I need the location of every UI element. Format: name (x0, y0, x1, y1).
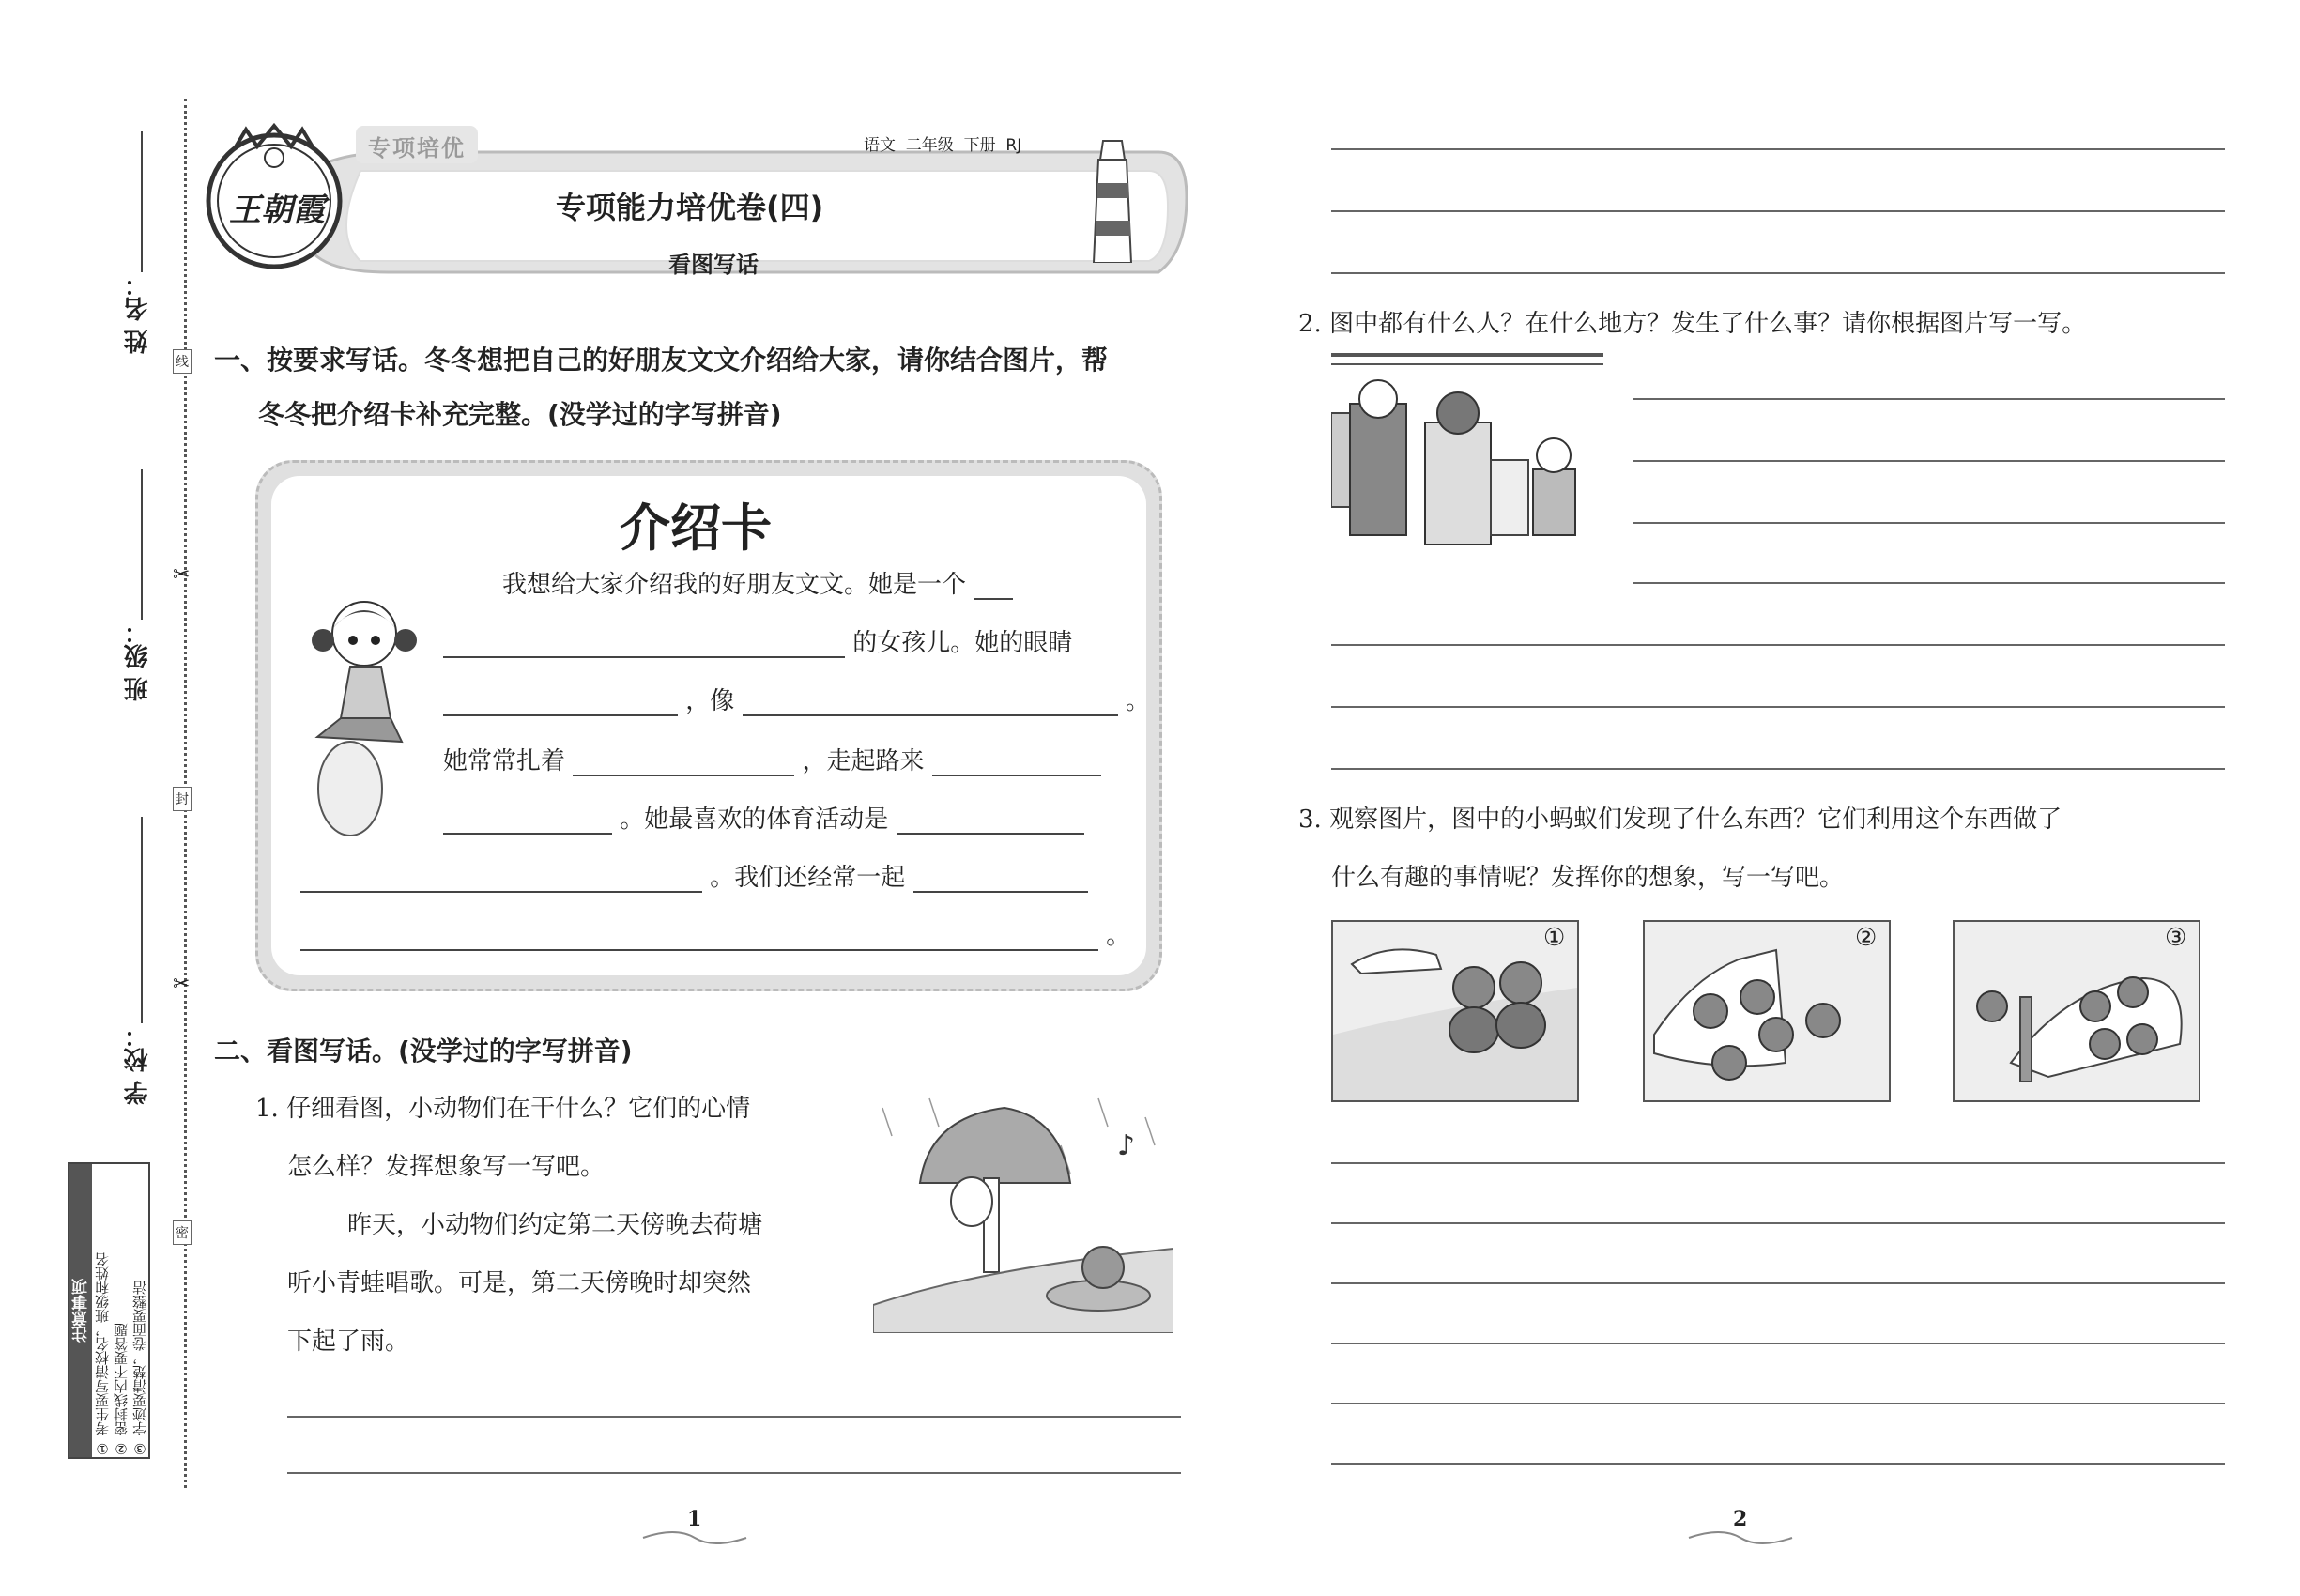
card-text: 。她最喜欢的体育活动是 (620, 806, 889, 834)
card-line-5 (443, 800, 1084, 835)
tag-label: 专项培优 (368, 135, 466, 161)
blank-line[interactable] (300, 863, 702, 893)
q1-paragraph: 昨天，小动物们约定第二天傍晚去荷塘 (347, 1211, 763, 1239)
card-line-1 (502, 565, 1013, 600)
card-text: 。 (1106, 922, 1131, 950)
card-title: 介绍卡 (620, 499, 772, 558)
writing-line[interactable] (1331, 1343, 2225, 1344)
notice-item: ① 考生要写清校名，班级和姓名 (94, 1252, 111, 1457)
writing-line[interactable] (1331, 148, 2225, 150)
card-line-2 (443, 623, 1072, 658)
page-ornament (1684, 1527, 1797, 1547)
blank-line[interactable] (932, 746, 1101, 776)
seal-mark-mi: 密 (173, 1220, 192, 1245)
logo-text: 王朝霞 (229, 192, 325, 229)
page-number-left: 1 (687, 1507, 702, 1531)
panel-number: ① (1543, 924, 1566, 952)
writing-line[interactable] (1331, 706, 2225, 708)
card-line-6 (300, 858, 1088, 893)
notice-box (68, 1162, 150, 1459)
notice-title: 注意事项 (69, 1164, 92, 1457)
panel-number: ② (1855, 924, 1878, 952)
name-field-line[interactable] (141, 131, 143, 272)
section1-heading: 一、按要求写话。冬冬想把自己的好朋友文文介绍给大家，请你结合图片，帮 (214, 345, 1109, 376)
writing-line[interactable] (1331, 644, 2225, 646)
writing-line[interactable] (1331, 1222, 2225, 1224)
blank-line[interactable] (743, 686, 1118, 716)
blank-line[interactable] (974, 570, 1013, 600)
family-bus-illustration (1331, 347, 1603, 569)
writing-line[interactable] (1331, 1162, 2225, 1164)
card-line-4 (443, 742, 1101, 776)
writing-line[interactable] (287, 1472, 1181, 1474)
ant-panel-3 (1953, 920, 2200, 1102)
q3-prompt: 3. 观察图片，图中的小蚂蚁们发现了什么东西？它们利用这个东西做了 (1298, 806, 2062, 834)
section2-heading: 二、看图写话。(没学过的字写拼音) (214, 1036, 633, 1067)
name-label: 姓 名： (124, 272, 152, 355)
q2-prompt: 2. 图中都有什么人？在什么地方？发生了什么事？请你根据图片写一写。 (1298, 310, 2087, 338)
blank-line[interactable] (300, 921, 1098, 951)
notice-item: ② 密封线内不要答题 (113, 1323, 130, 1457)
writing-line[interactable] (287, 1416, 1181, 1418)
card-text: 。我们还经常一起 (710, 864, 906, 892)
writing-line[interactable] (1331, 1282, 2225, 1284)
blank-line[interactable] (443, 686, 678, 716)
notice-item: ③ 字迹要清楚，卷面要整洁 (131, 1281, 148, 1457)
writing-line[interactable] (1331, 768, 2225, 770)
scissors-icon: ✂ (173, 563, 191, 587)
blank-line[interactable] (897, 805, 1084, 835)
svg-text:♪: ♪ (1117, 1129, 1136, 1162)
seal-mark-xian: 线 (173, 349, 192, 374)
section1-heading-cont: 冬冬把介绍卡补充完整。(没学过的字写拼音) (258, 399, 782, 430)
writing-line[interactable] (1331, 210, 2225, 212)
blank-line[interactable] (443, 805, 612, 835)
card-text: 她常常扎着 (443, 747, 566, 775)
card-text: 的女孩儿。她的眼睛 (852, 629, 1073, 657)
card-text: ，像 (685, 687, 735, 715)
writing-line[interactable] (1633, 398, 2225, 400)
card-text: 我想给大家介绍我的好朋友文文。她是一个 (502, 571, 967, 599)
ant-panel-2 (1643, 920, 1891, 1102)
q1-prompt-cont: 怎么样？发挥想象写一写吧。 (287, 1153, 606, 1181)
card-text: 。 (1125, 687, 1150, 715)
girl-illustration (299, 591, 421, 836)
card-line-3 (443, 682, 1150, 716)
writing-line[interactable] (1633, 460, 2225, 462)
writing-line[interactable] (1331, 1403, 2225, 1404)
lighthouse-icon (1080, 131, 1145, 263)
blank-line[interactable] (443, 628, 845, 658)
ant-panel-1 (1331, 920, 1579, 1102)
school-field-line[interactable] (141, 817, 143, 1023)
meta-line: 语文 二年级 下册 RJ (864, 136, 1022, 155)
q1-paragraph-cont: 听小青蛙唱歌。可是，第二天傍晚时却突然 (287, 1269, 752, 1297)
blank-line[interactable] (573, 746, 794, 776)
q3-prompt-cont: 什么有趣的事情呢？发挥你的想象，写一写吧。 (1331, 864, 1845, 892)
card-text: ，走起路来 (802, 747, 925, 775)
scissors-icon: ✂ (173, 973, 191, 996)
q1-paragraph-end: 下起了雨。 (287, 1327, 410, 1356)
card-line-7 (300, 916, 1130, 951)
page-subtitle: 看图写话 (668, 252, 759, 278)
seal-mark-feng: 封 (173, 787, 192, 811)
writing-line[interactable] (1331, 272, 2225, 274)
writing-line[interactable] (1633, 582, 2225, 584)
writing-line[interactable] (1331, 1463, 2225, 1465)
page-ornament (638, 1527, 751, 1547)
page-title: 专项能力培优卷(四) (556, 190, 824, 225)
class-field-line[interactable] (141, 469, 143, 620)
class-label: 班 级： (124, 620, 152, 702)
rain-animals-illustration (873, 1089, 1173, 1333)
panel-number: ③ (2165, 924, 2187, 952)
q1-prompt: 1. 仔细看图，小动物们在干什么？它们的心情 (255, 1095, 751, 1123)
blank-line[interactable] (913, 863, 1088, 893)
page-number-right: 2 (1733, 1507, 1748, 1531)
school-label: 学 校： (124, 1023, 152, 1106)
writing-line[interactable] (1633, 522, 2225, 524)
